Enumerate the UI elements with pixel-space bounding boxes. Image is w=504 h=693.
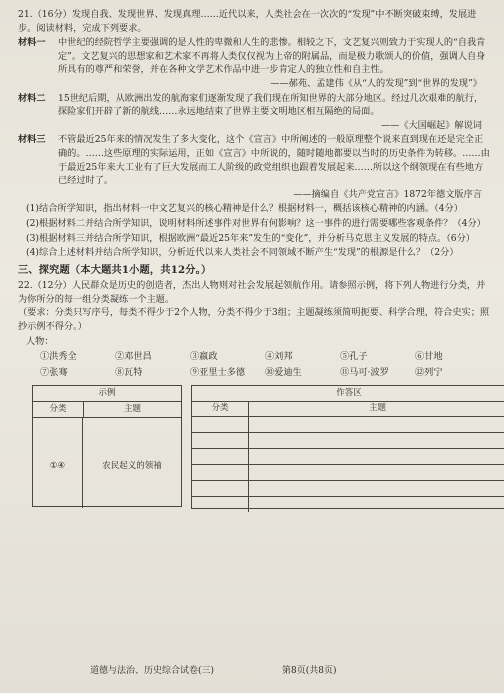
people-label: 人物：: [26, 335, 54, 347]
q21-sub-4: (4)综合上述材料并结合所学知识，分析近代以来人类社会不同领域不断产生“发现”的根源是什么？（2分）: [26, 247, 459, 259]
person-item: ⑩爱迪生: [265, 366, 302, 378]
material-3-label: 材料三: [18, 134, 46, 146]
section-3-title: 三、探究题（本大题共1小题，共12分。）: [18, 263, 212, 276]
q21-sub-2: (2)根据材料二并结合所学知识，说明材料所述事件对世界有何影响？这一事件的进行需要哪些客观条件？（4分）: [26, 217, 486, 229]
person-item: ①洪秀全: [40, 351, 77, 363]
material-1-label: 材料一: [18, 37, 46, 49]
example-row-category: ①④: [33, 418, 83, 508]
example-table-header: [33, 402, 181, 418]
material-1-source: ——郝苑、孟建伟《从“人的发现”到“世界的发现”》: [270, 77, 482, 89]
material-3: [18, 133, 490, 187]
person-item: ⑦张骞: [40, 366, 68, 378]
answer-row[interactable]: [192, 497, 504, 512]
material-1-text: 中世纪的经院哲学主要强调的是人性的卑微和人生的悲惨。相较之下，文艺复兴则致力于实现人的“自我肯定”。文艺复兴的思想家和艺术家不再将人类仅仅视为上帝的附属品，而是极力歌颂人的价值，强调人自身所具有的尊严和荣誉，并在各种文学艺术作品中进一步肯定人的独立性和自主性。: [58, 37, 486, 76]
answer-col-category: 分类: [192, 401, 249, 416]
q21-sub-1: (1)结合所学知识，指出材料一中文艺复兴的核心精神是什么？根据材料一，概括该核心精神的内涵。（4分）: [26, 203, 463, 215]
example-row-theme: 农民起义的领袖: [102, 461, 162, 472]
example-row: [33, 418, 181, 508]
example-col-category: 分类: [33, 402, 84, 417]
footer-page-number: 第8页(共8页): [282, 666, 337, 676]
example-table: [32, 385, 182, 507]
material-1: [18, 36, 490, 77]
person-item: ③嬴政: [190, 351, 218, 363]
answer-row[interactable]: [192, 417, 504, 433]
material-2-source: ——《大国崛起》解说词: [380, 119, 482, 131]
q21-sub-3: (3)根据材料三并结合所学知识，根据欧洲“最近25年来”发生的“变化”，并分析马克思主义发展的特点。（6分）: [26, 232, 475, 244]
answer-row[interactable]: [192, 465, 504, 481]
answer-grid: [192, 401, 504, 508]
example-col-theme: 主题: [123, 404, 141, 415]
person-item: ④刘邦: [265, 351, 293, 363]
answer-col-theme: 主题: [368, 403, 386, 414]
person-item: ⑥甘地: [415, 351, 443, 363]
material-2-label: 材料二: [18, 92, 46, 104]
person-item: ⑨亚里士多德: [190, 366, 246, 378]
answer-table[interactable]: [191, 385, 504, 509]
people-list: [40, 350, 490, 379]
material-3-source: ——摘编自《共产党宣言》1872年德文版序言: [293, 188, 482, 200]
answer-row[interactable]: [192, 433, 504, 449]
person-item: ⑪马可·波罗: [340, 366, 389, 378]
q22-stem: 22.（12分）人民群众是历史的创造者，杰出人物则对社会发展起领航作用。请参照示例，将下列人物进行分类，并为你所分的每一组分类凝练一个主题。: [18, 280, 486, 305]
q21-stem: 21.（16分）发现自我、发现世界、发现真理……近代以来，人类社会在一次次的“发现”中不断突破束缚，发展进步。阅读材料，完成下列要求。: [18, 9, 477, 34]
answer-table-title: 作答区: [192, 386, 504, 402]
footer-exam-title: 道德与法治、历史综合试卷(三): [90, 666, 215, 676]
q22: [18, 279, 490, 531]
answer-table-header: [192, 401, 504, 417]
answer-row[interactable]: [192, 449, 504, 465]
tables-area: [18, 385, 490, 531]
q22-requirements: （要求：分类只写序号，每类不得少于2个人物，分类不得少于3组；主题凝练须简明扼要、科学合理，符合史实；照抄示例不得分。）: [18, 307, 490, 333]
person-item: ⑧瓦特: [115, 366, 143, 378]
answer-row[interactable]: [192, 481, 504, 497]
material-3-text: 不管最近25年来的情况发生了多大变化，这个《宣言》中所阐述的一般原理整个说来直到现在还是完全正确的。……这些原理的实际运用，正如《宣言》中所说的，随时随地都要以当时的历史条件为转移。……由于最近25年来大工业有了巨大发展而工人阶级的政党组织也跟着发展起来……所以这个纲领现在有些地方已经过时了。: [58, 134, 490, 187]
material-2-text: 15世纪后期，从欧洲出发的航海家们逐渐发现了我们现在所知世界的大部分地区。经过几次艰难的航行，探险家们开辟了新的航线……永远地结束了世界主要文明地区相互隔绝的局面。: [58, 92, 484, 118]
example-table-title: 示例: [33, 386, 181, 402]
material-2: [18, 92, 490, 119]
person-item: ⑫列宁: [415, 366, 443, 378]
person-item: ②邓世昌: [115, 351, 152, 363]
person-item: ⑤孔子: [340, 351, 368, 363]
